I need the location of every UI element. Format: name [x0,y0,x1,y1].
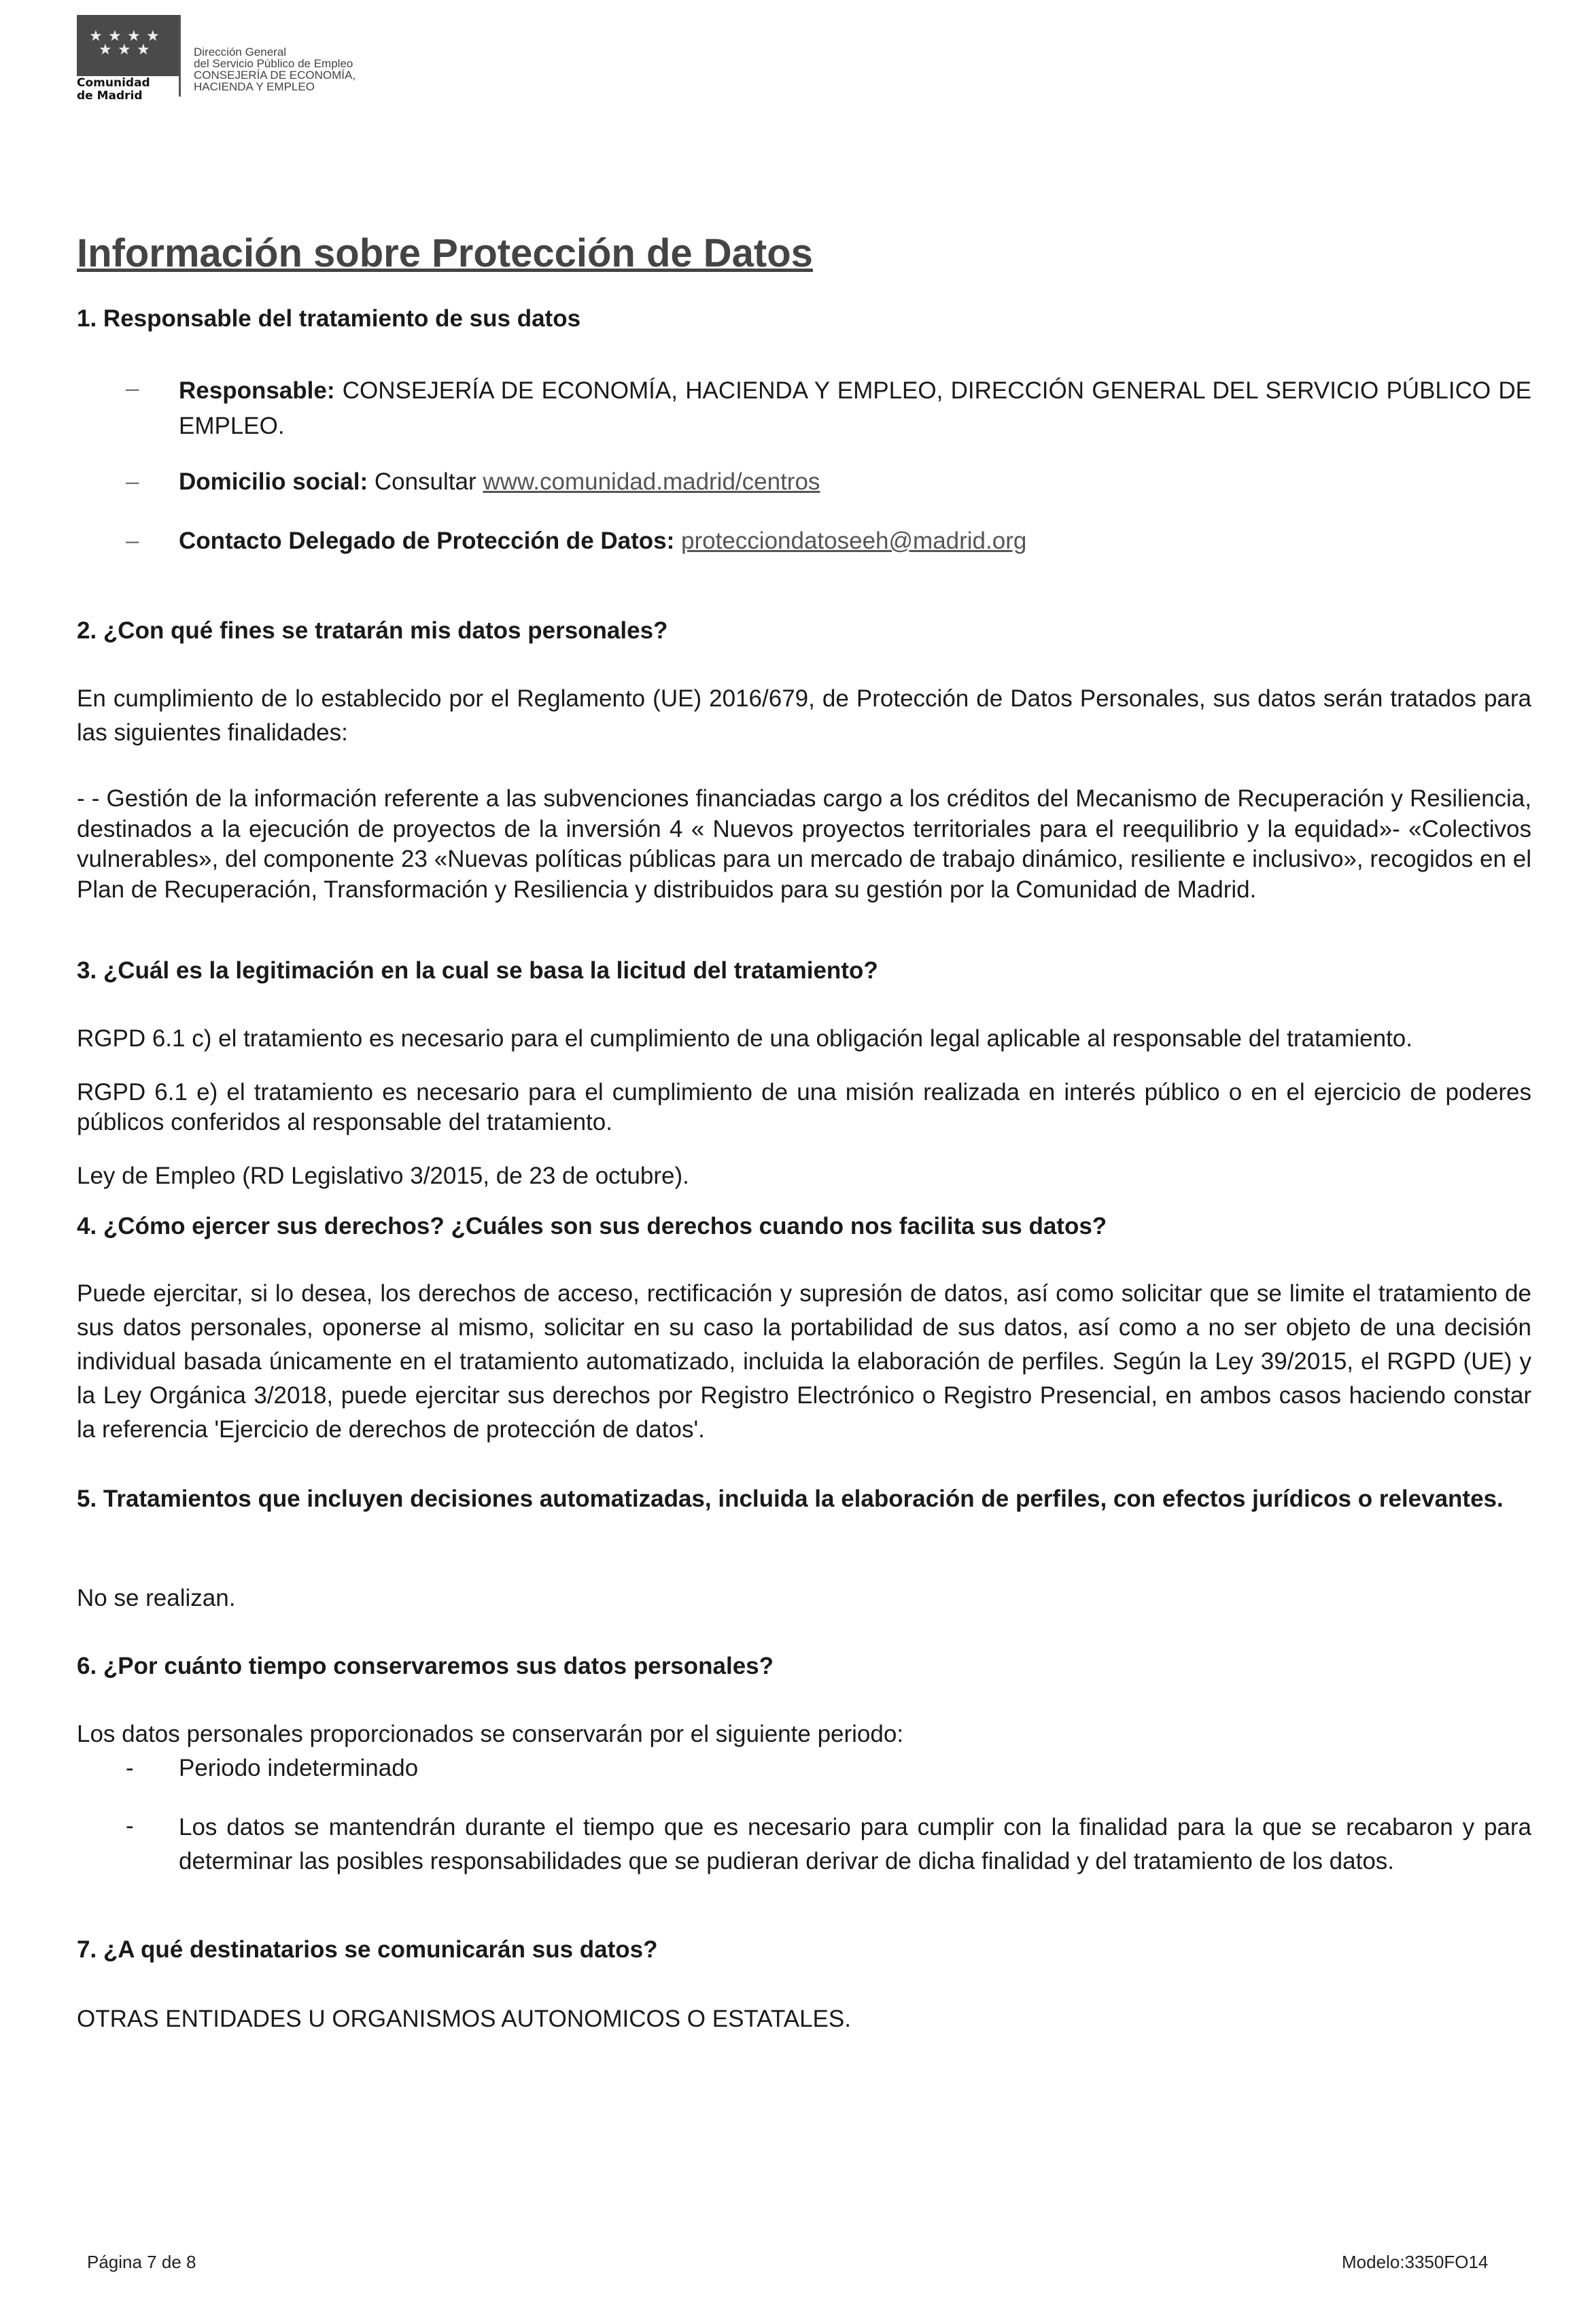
department-line: Dirección General [194,46,287,58]
department-name [194,46,355,92]
page-number: Página 7 de 8 [87,2252,196,2272]
department-line: CONSEJERÍA DE ECONOMÍA, [194,69,356,82]
star-icon: ★ [108,27,122,44]
department-line: del Servicio Público de Empleo [194,57,353,70]
star-icon: ★ [137,41,150,58]
department-line: HACIENDA Y EMPLEO [194,80,315,93]
email-link[interactable]: protecciondatoseeh@madrid.org [681,528,1027,554]
domicilio-item [179,466,1531,497]
dash-bullet: – [126,468,139,495]
item-label: Contacto Delegado de Protección de Datos: [179,528,675,554]
section-6-paragraph: Los datos personales proporcionados se conservarán por el siguiente periodo: [77,1721,904,1747]
section-5-paragraph: No se realizan. [77,1585,236,1611]
item-label: Responsable: [179,377,335,404]
comunidad-madrid-logo [77,15,179,76]
logo-name-line: Comunidad [77,76,150,90]
logo-divider [179,15,181,97]
section-2-heading: 2. ¿Con qué fines se tratarán mis datos personales? [77,617,668,644]
retention-item: Los datos se mantendrán durante el tiempo que es necesario para cumplir con la finalidad para la que se recabaron y para determinar las posibles responsabilidades que se pudieran derivar de dicha finalidad y del tratamiento de los datos. [179,1814,1531,1874]
item-text: CONSEJERÍA DE ECONOMÍA, HACIENDA Y EMPLEO, DIRECCIÓN GENERAL DEL SERVICIO PÚBLICO DE EMPLEO. [179,377,1531,439]
section-5-heading: 5. Tratamientos que incluyen decisiones automatizadas, incluida la elaboración de perfiles, con efectos jurídicos o relevantes. [77,1486,1504,1512]
contacto-item [179,526,1531,556]
section-4-paragraph: Puede ejercitar, si lo desea, los derechos de acceso, rectificación y supresión de datos, así como solicitar que se limite el tratamiento de sus datos personales, oponerse al mismo, solicitar en su caso la portabilidad de sus datos, así como a no ser objeto de una decisión individual basada únicamente en el tratamiento automatizado, incluida la elaboración de perfiles. Según la Ley 39/2015, el RGPD (UE) y la Ley Orgánica 3/2018, puede ejercitar sus derechos por Registro Electrónico o Registro Presencial, en ambos casos haciendo constar la referencia 'Ejercicio de derechos de protección de datos'. [77,1280,1531,1443]
logo-name [77,77,150,103]
dash-bullet: – [126,528,139,554]
logo-name-line: de Madrid [77,89,143,103]
responsable-item [179,373,1531,444]
item-text [674,528,681,554]
hyphen-bullet: - [126,1755,134,1781]
section-1-heading: 1. Responsable del tratamiento de sus datos [77,305,581,332]
section-3-heading: 3. ¿Cuál es la legitimación en la cual se basa la licitud del tratamiento? [77,957,878,984]
item-label: Domicilio social: [179,468,368,495]
model-number: Modelo:3350FO14 [1342,2252,1489,2272]
section-6-heading: 6. ¿Por cuánto tiempo conservaremos sus datos personales? [77,1653,774,1679]
star-icon: ★ [89,27,103,44]
retention-item: Periodo indeterminado [179,1755,419,1781]
section-3-paragraph: RGPD 6.1 e) el tratamiento es necesario para el cumplimiento de una misión realizada en interés público o en el ejercicio de poderes públicos conferidos al responsable del tratamiento. [77,1079,1531,1135]
star-icon: ★ [118,41,131,58]
section-7-heading: 7. ¿A qué destinatarios se comunicarán sus datos? [77,1936,658,1963]
section-4-heading: 4. ¿Cómo ejercer sus derechos? ¿Cuáles son sus derechos cuando nos facilita sus datos? [77,1213,1107,1239]
section-2-finalidades: - - Gestión de la información referente a las subvenciones financiadas cargo a los créditos del Mecanismo de Recuperación y Resiliencia, destinados a la ejecución de proyectos de la inversión 4 « Nuevos proyectos territoriales para el reequilibrio y la equidad»- «Colectivos vulnerables», del componente 23 «Nuevas políticas públicas para un mercado de trabajo dinámico, resiliente e inclusivo», recogidos en el Plan de Recuperación, Transformación y Resiliencia y distribuidos para su gestión por la Comunidad de Madrid. [77,785,1531,903]
dash-bullet: – [126,375,139,402]
centros-link[interactable]: www.comunidad.madrid/centros [483,468,820,495]
page-title: Información sobre Protección de Datos [77,231,813,275]
star-icon: ★ [127,27,141,44]
item-text: Consultar [368,468,483,495]
section-2-paragraph: En cumplimiento de lo establecido por el Reglamento (UE) 2016/679, de Protección de Datos Personales, sus datos serán tratados para las siguientes finalidades: [77,685,1531,746]
hyphen-bullet: - [126,1813,134,1839]
section-3-paragraph: RGPD 6.1 c) el tratamiento es necesario para el cumplimiento de una obligación legal aplicable al responsable del tratamiento. [77,1025,1412,1052]
section-3-paragraph: Ley de Empleo (RD Legislativo 3/2015, de 23 de octubre). [77,1163,689,1189]
star-icon: ★ [146,27,160,44]
section-7-paragraph: OTRAS ENTIDADES U ORGANISMOS AUTONOMICOS O ESTATALES. [77,2006,851,2032]
star-icon: ★ [99,41,112,58]
